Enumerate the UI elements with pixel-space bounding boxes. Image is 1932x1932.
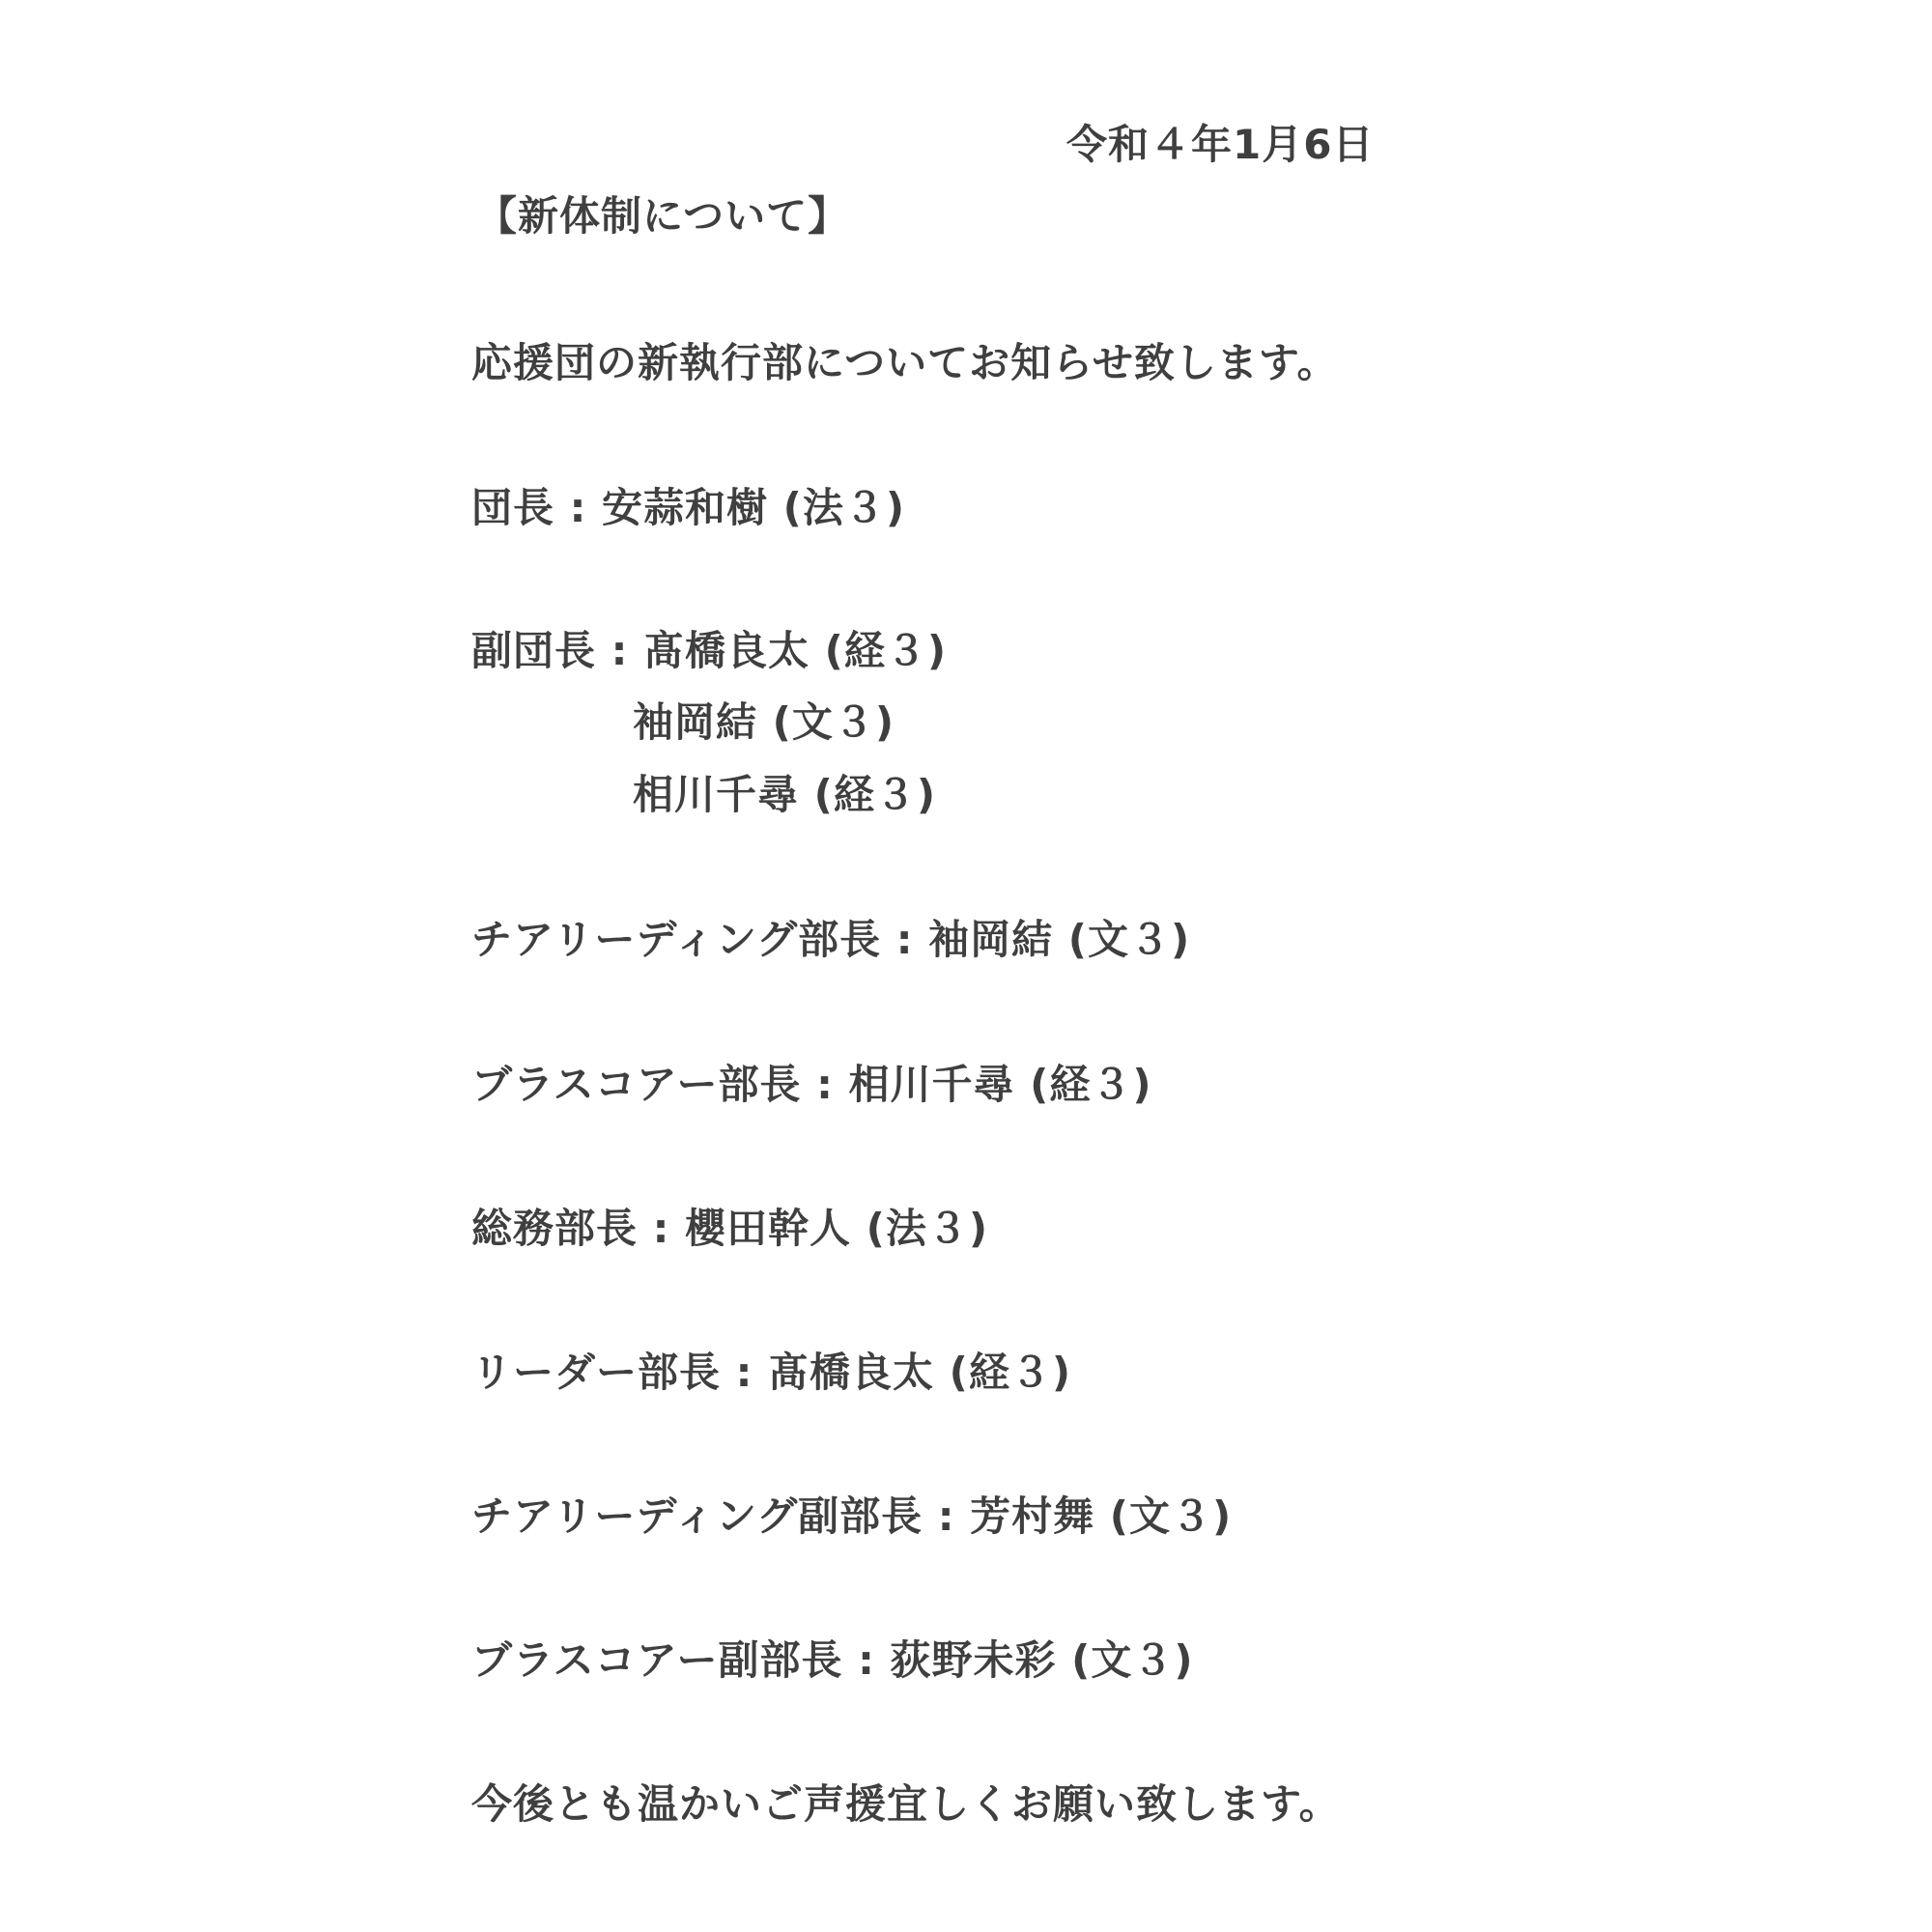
role-leader: 団長 : 安蒜和樹 (法３) (471, 484, 906, 531)
role-cheerleading-deputy: チアリーディング副部長 : 芳村舞 (文３) (471, 1492, 1233, 1540)
role-cheerleading-head: チアリーディング部長 : 袖岡結 (文３) (471, 916, 1191, 963)
closing-text: 今後とも温かいご声援宜しくお願い致します。 (471, 1780, 1341, 1828)
role-brass-deputy: ブラスコアー副部長 : 荻野未彩 (文３) (471, 1636, 1194, 1684)
role-vice-leader-3: 相川千尋 (経３) (633, 771, 937, 818)
document-heading: 【新体制について】 (476, 192, 850, 240)
intro-text: 応援団の新執行部についてお知らせ致します。 (471, 339, 1339, 386)
role-brass-head: ブラスコアー部長 : 相川千尋 (経３) (471, 1061, 1152, 1108)
role-general-affairs-head: 総務部長 : 櫻田幹人 (法３) (471, 1205, 989, 1252)
role-vice-leader-2: 袖岡結 (文３) (633, 698, 895, 746)
role-vice-leader: 副団長 : 髙橋良太 (経３) (471, 627, 948, 674)
document-date: 令和４年1月6日 (1066, 121, 1375, 168)
role-leader-section-head: リーダー部長 : 髙橋良太 (経３) (471, 1349, 1072, 1396)
